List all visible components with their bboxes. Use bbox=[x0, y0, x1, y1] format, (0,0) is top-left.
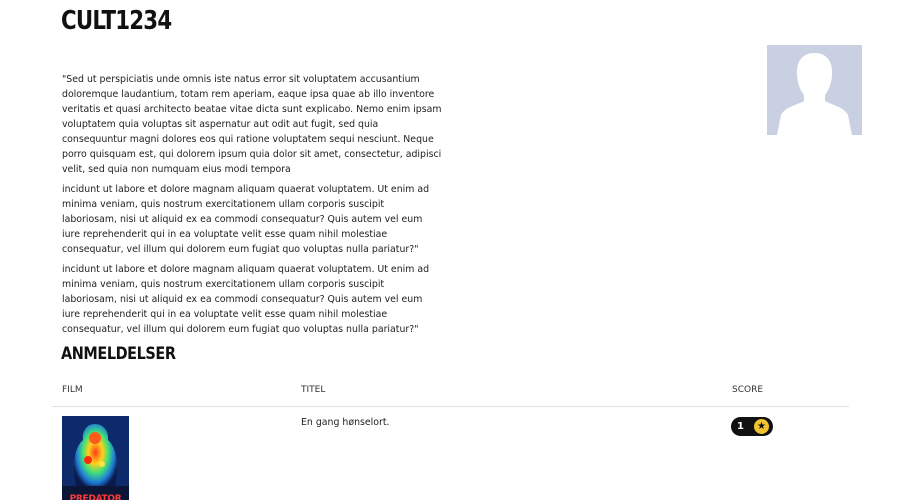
review-title[interactable]: En gang hønselort. bbox=[301, 417, 390, 428]
user-silhouette-icon bbox=[767, 45, 862, 135]
column-header-title[interactable]: TITEL bbox=[301, 385, 326, 395]
poster-art-icon bbox=[62, 416, 129, 500]
table-row[interactable] bbox=[0, 416, 900, 500]
film-poster[interactable] bbox=[62, 416, 129, 500]
star-icon: ★ bbox=[754, 419, 769, 434]
poster-title: PREDATOR bbox=[69, 494, 122, 500]
table-divider bbox=[52, 406, 849, 407]
avatar bbox=[767, 45, 862, 135]
profile-username: CULT1234 bbox=[61, 6, 172, 36]
bio-paragraph: incidunt ut labore et dolore magnam aliquam quaerat voluptatem. Ut enim ad minima veniam, quis nostrum exercitationem ullam corporis suscipit laboriosam, nisi ut aliquid ex ea commodi consequatur? Quis autem vel eum iure reprehenderit qui in ea voluptate velit esse quam nihil molestiae consequatur, vel illum qui dolorem eum fugiat quo voluptas nulla pariatur?" bbox=[62, 184, 430, 255]
score-value: 1 bbox=[737, 421, 744, 432]
score-badge bbox=[731, 417, 773, 436]
column-header-score[interactable]: SCORE bbox=[732, 385, 764, 395]
profile-bio bbox=[62, 72, 442, 342]
column-header-film[interactable]: FILM bbox=[62, 385, 83, 395]
bio-paragraph: "Sed ut perspiciatis unde omnis iste natus error sit voluptatem accusantium doloremque laudantium, totam rem aperiam, eaque ipsa quae ab illo inventore veritatis et quasi architecto beatae vitae dicta sunt explicabo. Nemo enim ipsam voluptatem quia voluptas sit aspernatur aut odit aut fugit, sed quia consequuntur magni dolores eos qui ratione voluptatem sequi nesciunt. Neque porro quisquam est, qui dolorem ipsum quia dolor sit amet, consectetur, adipisci velit, sed quia non numquam eius modi tempora bbox=[62, 74, 442, 175]
bio-paragraph: incidunt ut labore et dolore magnam aliquam quaerat voluptatem. Ut enim ad minima veniam, quis nostrum exercitationem ullam corporis suscipit laboriosam, nisi ut aliquid ex ea commodi consequatur? Quis autem vel eum iure reprehenderit qui in ea voluptate velit esse quam nihil molestiae consequatur, vel illum qui dolorem eum fugiat quo voluptas nulla pariatur?" bbox=[62, 264, 430, 335]
reviews-section-title: ANMELDELSER bbox=[61, 344, 176, 364]
